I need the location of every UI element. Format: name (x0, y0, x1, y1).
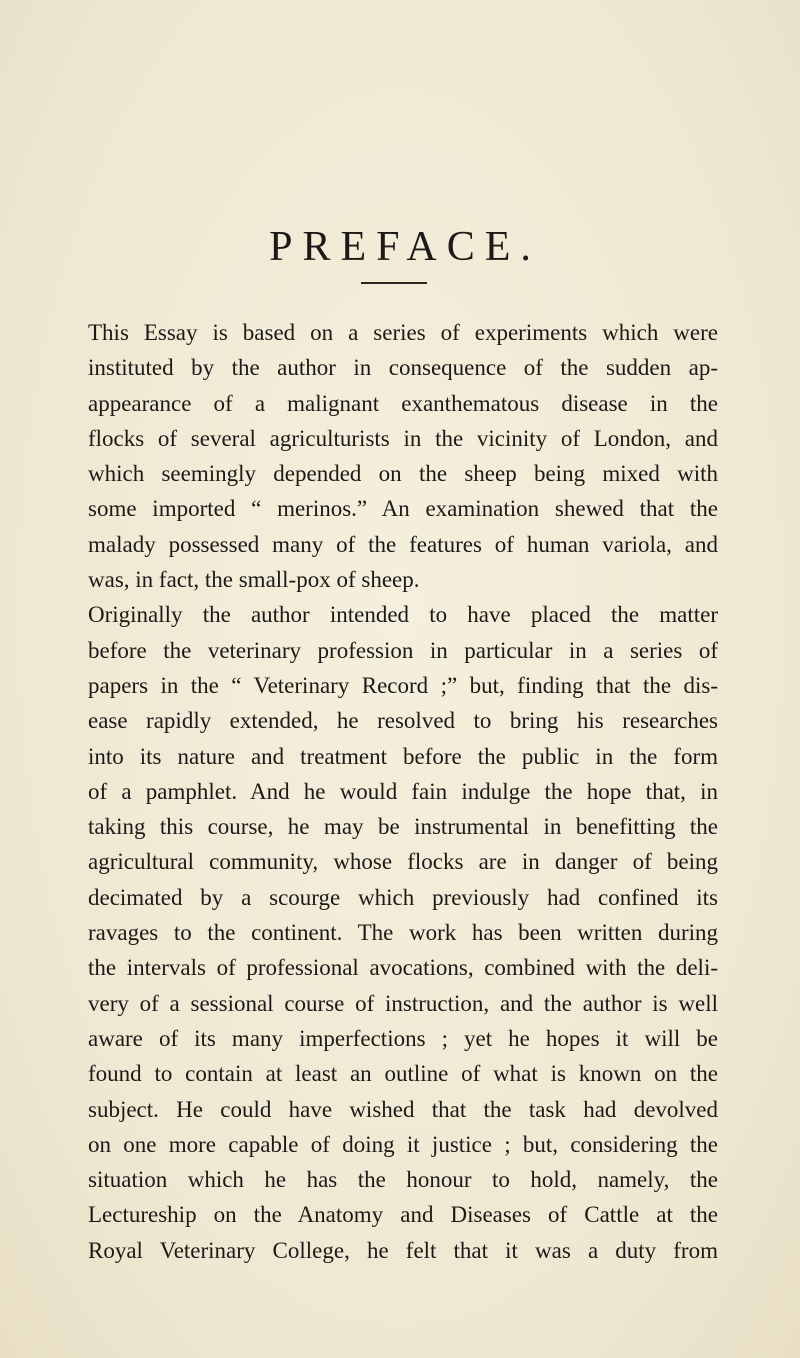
text-line: Royal Veterinary College, he felt that it was a duty from (88, 1237, 718, 1263)
text-line: decimated by a scourge which previously had confined its (88, 884, 718, 910)
text-line: aware of its many imperfections ; yet he hopes it will be (88, 1025, 718, 1051)
text-line: before the veterinary profession in particular in a series of (88, 637, 718, 663)
text-line: was, in fact, the small-pox of sheep. (88, 567, 420, 593)
text-line: This Essay is based on a series of experiments which were (88, 320, 718, 345)
text-line: some imported “ merinos.” An examination shewed that the (88, 496, 718, 522)
text-line: instituted by the author in consequence of the sudden ap- (88, 355, 718, 381)
text-line: flocks of several agriculturists in the vicinity of London, and (88, 425, 718, 451)
title-divider (361, 282, 427, 284)
text-line: subject. He could have wished that the task had devolved (88, 1096, 718, 1122)
text-line: very of a sessional course of instruction, and the author is well (88, 990, 718, 1016)
text-line: on one more capable of doing it justice ; but, considering the (88, 1131, 718, 1157)
text-line: ravages to the continent. The work has been written during (88, 920, 718, 946)
text-line: of a pamphlet. And he would fain indulge the hope that, in (88, 778, 718, 804)
text-line: into its nature and treatment before the public in the form (88, 743, 718, 769)
text-line: papers in the “ Veterinary Record ;” but, finding that the dis- (88, 672, 718, 698)
text-line: agricultural community, whose flocks are in danger of being (88, 849, 718, 875)
page-title: PREFACE. (269, 224, 541, 270)
text-line: malady possessed many of the features of human variola, and (88, 531, 718, 557)
preface-body (88, 315, 718, 1268)
text-line: situation which he has the honour to hold, namely, the (88, 1167, 718, 1193)
text-line: found to contain at least an outline of what is known on the (88, 1061, 718, 1087)
text-line: Lectureship on the Anatomy and Diseases of Cattle at the (88, 1202, 718, 1228)
text-line: taking this course, he may be instrumental in benefitting the (88, 814, 718, 840)
text-line: appearance of a malignant exanthematous disease in the (88, 390, 718, 416)
text-line: Originally the author intended to have placed the matter (88, 602, 718, 628)
text-line: which seemingly depended on the sheep being mixed with (88, 461, 718, 487)
text-line: ease rapidly extended, he resolved to bring his researches (88, 708, 718, 734)
text-line: the intervals of professional avocations, combined with the deli- (88, 955, 718, 981)
